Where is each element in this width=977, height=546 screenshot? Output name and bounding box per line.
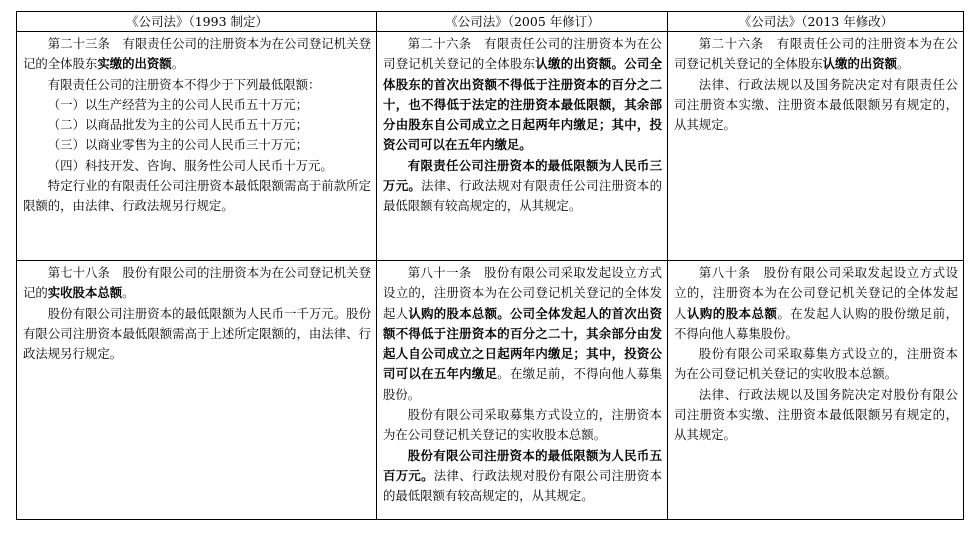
text-run: 。在发起人认购的股份缴足前，不得向他人募集股份。 (674, 305, 959, 341)
text-run: （二）以商品批发为主的公司人民币五十万元； (47, 117, 308, 133)
law-comparison-table (16, 11, 964, 520)
text-run: 。在缴足前，不得向他人募集股份。 (383, 366, 663, 402)
bold-text: 股份有限公司注册资本的最低限额为人民币五百万元。 (383, 447, 662, 483)
text-run: 股份有限公司注册资本的最低限额为人民币一千万元。股份有限公司注册资本最低限额需高于上述所定限额的，由法律、行政法规另行规定。 (23, 305, 371, 362)
article-paragraph (674, 263, 958, 344)
article-paragraph (383, 405, 662, 446)
article-paragraph (23, 115, 371, 135)
text-run: 法律、行政法规以及国务院决定对股份有限公司注册资本实缴、注册资本最低限额另有规定的，从其规定。 (674, 386, 958, 443)
bold-text: 认购的股本总额。公司全体发起人的首次出资额不得低于注册资本的百分之二十，其余部分由发起人自公司成立之日起两年内缴足；其中，投资公司可以在五年内缴足 (383, 305, 663, 382)
article-paragraph (383, 446, 662, 507)
text-run: 股份有限公司采取募集方式设立的，注册资本为在公司登记机关登记的实收股本总额。 (383, 407, 662, 443)
cell-1993-llc (17, 32, 377, 261)
article-paragraph (23, 304, 371, 365)
bold-text: 认缴的出资额。公司全体股东的首次出资额不得低于注册资本的百分之二十，也不得低于法定的注册资本最低限额，其余部分由股东自公司成立之日起两年内缴足；其中，投资公司可以在五年内缴足。 (383, 56, 663, 153)
article-paragraph (383, 34, 662, 156)
cell-2013-llc (668, 32, 964, 261)
text-run: （三）以商业零售为主的公司人民币三十万元； (47, 137, 308, 153)
bold-text: 实缴的出资额 (97, 56, 172, 72)
bold-text: 实收股本总额 (47, 285, 123, 301)
text-run: 第八十一条 股份有限公司采取发起设立方式设立的，注册资本为在公司登记机关登记的全体发起人 (383, 265, 662, 321)
cell-1993-jsc (17, 261, 377, 520)
article-paragraph (23, 263, 371, 304)
cell-2005-jsc (377, 261, 668, 520)
text-run: 第二十三条 有限责任公司的注册资本为在公司登记机关登记的全体股东 (23, 36, 371, 72)
header-row (17, 12, 964, 32)
text-run: 第八十条 股份有限公司采取发起设立方式设立的，注册资本为在公司登记机关登记的全体发起人 (674, 265, 958, 321)
header-2005: 《公司法》（2005 年修订） (377, 12, 668, 32)
text-run: 法律、行政法规以及国务院决定对有限责任公司注册资本实缴、注册资本最低限额另有规定的，从其规定。 (674, 76, 958, 133)
article-paragraph (674, 34, 958, 75)
text-run: 有限责任公司的注册资本不得少于下列最低限额： (47, 76, 321, 92)
text-run: 第七十八条 股份有限公司的注册资本为在公司登记机关登记的 (23, 265, 371, 301)
article-paragraph (23, 34, 371, 75)
text-run: 特定行业的有限责任公司注册资本最低限额需高于前款所定限额的，由法律、行政法规另行规定。 (23, 178, 371, 214)
article-paragraph (23, 75, 371, 95)
article-paragraph (674, 385, 958, 446)
article-paragraph (674, 344, 958, 385)
text-run: 法律、行政法规对有限责任公司注册资本的最低限额有较高规定的，从其规定。 (383, 178, 663, 214)
text-run: 第二十六条 有限责任公司的注册资本为在公司登记机关登记的全体股东 (674, 36, 958, 72)
bold-text: 认购的股本总额 (686, 305, 778, 321)
text-run: （四）科技开发、咨询、服务性公司人民币十万元。 (47, 157, 333, 173)
article-paragraph (23, 95, 371, 115)
article-paragraph (674, 75, 958, 136)
article-paragraph (383, 263, 662, 405)
text-run: 。 (171, 56, 185, 72)
header-2013: 《公司法》（2013 年修改） (668, 12, 964, 32)
article-paragraph (23, 176, 371, 217)
header-1993: 《公司法》（1993 制定） (17, 12, 377, 32)
cell-2013-jsc (668, 261, 964, 520)
text-run: 。 (897, 56, 910, 72)
row-joint-stock (17, 261, 964, 520)
text-run: （一）以生产经营为主的公司人民币五十万元； (47, 96, 308, 112)
text-run: 股份有限公司采取募集方式设立的，注册资本为在公司登记机关登记的实收股本总额。 (674, 346, 958, 382)
article-paragraph (23, 135, 371, 155)
cell-2005-llc (377, 32, 668, 261)
row-limited-liability (17, 32, 964, 261)
article-paragraph (383, 156, 662, 217)
article-paragraph (23, 156, 371, 176)
bold-text: 认缴的出资额 (822, 56, 898, 72)
bold-text: 有限责任公司注册资本的最低限额为人民币三万元。 (383, 157, 662, 194)
text-run: 。 (122, 285, 135, 301)
text-run: 法律、行政法规对股份有限公司注册资本的最低限额有较高规定的，从其规定。 (383, 467, 663, 504)
text-run: 第二十六条 有限责任公司的注册资本为在公司登记机关登记的全体股东 (383, 36, 662, 72)
